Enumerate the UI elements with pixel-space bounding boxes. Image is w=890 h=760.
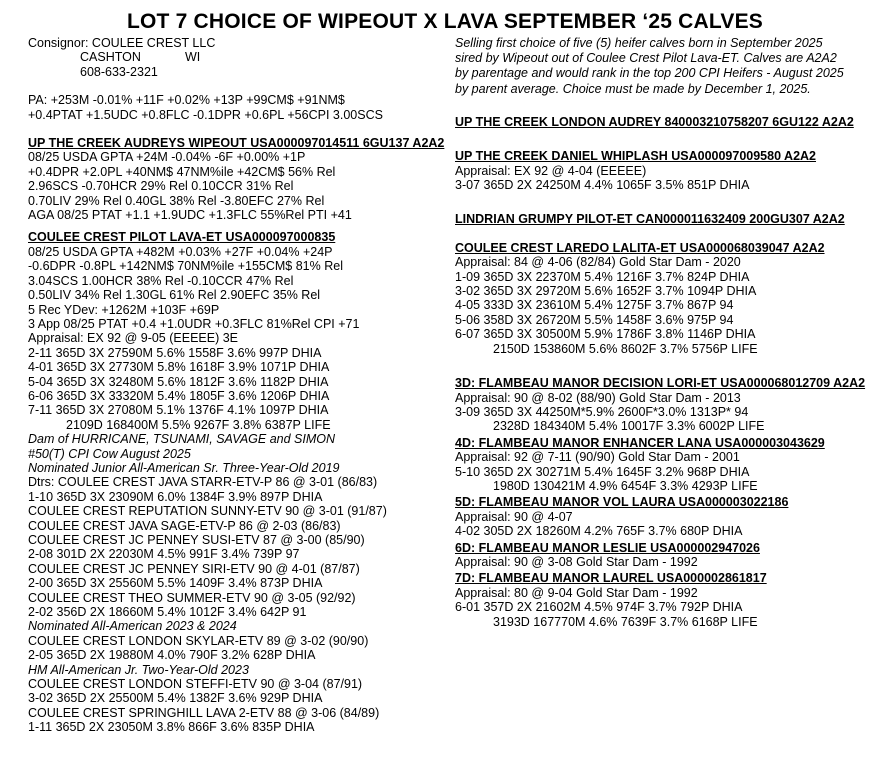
description-line: by parent average. Choice must be made by December 1, 2025. xyxy=(455,81,811,96)
consignor-city: CASHTON xyxy=(80,50,141,65)
pedigree-line: Appraisal: 84 @ 4-06 (82/84) Gold Star Dam - 2020 xyxy=(455,255,741,270)
pedigree-line: 5-10 365D 2X 30271M 5.4% 1645F 3.2% 968P DHIA xyxy=(455,464,750,479)
pedigree-header: 6D: FLAMBEAU MANOR LESLIE USA000002947026 xyxy=(455,540,760,555)
pedigree-header: 3D: FLAMBEAU MANOR DECISION LORI-ET USA000068012709 A2A2 xyxy=(455,376,866,391)
pedigree-life: 2328D 184340M 5.4% 10017F 3.3% 6002P LIFE xyxy=(493,419,765,434)
note-line: #50(T) CPI Cow August 2025 xyxy=(28,446,191,461)
dam-line: 3 App 08/25 PTAT +0.4 +1.0UDR +0.3FLC 81%Rel CPI +71 xyxy=(28,316,360,331)
pa-line: +0.4PTAT +1.5UDC +0.8FLC -0.1DPR +0.6PL +56CPI 3.00SCS xyxy=(28,107,383,122)
left-column xyxy=(28,36,448,735)
right-column xyxy=(455,36,880,631)
sire-header: UP THE CREEK AUDREYS WIPEOUT USA000097014511 6GU137 A2A2 xyxy=(28,136,445,151)
dam-line: 7-11 365D 3X 27080M 5.1% 1376F 4.1% 1097P DHIA xyxy=(28,403,329,418)
daughter-line: 2-08 301D 2X 22030M 4.5% 991F 3.4% 739P 97 xyxy=(28,547,300,562)
pedigree-line: 5-06 358D 3X 26720M 5.5% 1458F 3.6% 975P 94 xyxy=(455,312,734,327)
consignor: Consignor: COULEE CREST LLC xyxy=(28,36,216,50)
sire-line: 08/25 USDA GPTA +24M -0.04% -6F +0.00% +1P xyxy=(28,150,306,165)
lot-title: LOT 7 CHOICE OF WIPEOUT X LAVA SEPTEMBER ‘25 CALVES xyxy=(127,10,763,33)
pedigree-line: Appraisal: EX 92 @ 4-04 (EEEEE) xyxy=(455,163,647,178)
consignor-state: WI xyxy=(185,50,201,65)
dam-lines xyxy=(28,245,448,418)
description-line: by parentage and would rank in the top 200 CPI Heifers - August 2025 xyxy=(455,66,844,81)
dam-line: 3.04SCS 1.00HCR 38% Rel -0.10CCR 47% Rel xyxy=(28,273,294,288)
pedigree-header: LINDRIAN GRUMPY PILOT-ET CAN000011632409 200GU307 A2A2 xyxy=(455,212,845,227)
note-line: Nominated All-American 2023 & 2024 xyxy=(28,619,237,634)
pedigree-line: 3-09 365D 3X 44250M*5.9% 2600F*3.0% 1313P* 94 xyxy=(455,404,749,419)
pedigree-line: Appraisal: 90 @ 8-02 (88/90) Gold Star Dam - 2013 xyxy=(455,390,741,405)
daughter-line: COULEE CREST REPUTATION SUNNY-ETV 90 @ 3-01 (91/87) xyxy=(28,504,387,519)
daughter-line: COULEE CREST LONDON STEFFI-ETV 90 @ 3-04 (87/91) xyxy=(28,677,363,692)
pedigree-life: 2150D 153860M 5.6% 8602F 3.7% 5756P LIFE xyxy=(493,341,758,356)
pedigree-line: Appraisal: 92 @ 7-11 (90/90) Gold Star Dam - 2001 xyxy=(455,450,740,465)
pedigree-header: UP THE CREEK LONDON AUDREY 840003210758207 6GU122 A2A2 xyxy=(455,114,854,129)
daughter-line: COULEE CREST JC PENNEY SUSI-ETV 87 @ 3-00 (85/90) xyxy=(28,533,365,547)
pedigree-header: 7D: FLAMBEAU MANOR LAUREL USA000002861817 xyxy=(455,571,767,586)
dam-line: 6-06 365D 3X 33320M 5.4% 1805F 3.6% 1206P DHIA xyxy=(28,388,330,403)
daughter-line: COULEE CREST JAVA SAGE-ETV-P 86 @ 2-03 (86/83) xyxy=(28,518,341,533)
pedigree-header: COULEE CREST LAREDO LALITA-ET USA000068039047 A2A2 xyxy=(455,240,825,255)
dam-life: 2109D 168400M 5.5% 9267F 3.8% 6387P LIFE xyxy=(66,417,331,432)
description-line: sired by Wipeout out of Coulee Crest Pilot Lava-ET. Calves are A2A2 xyxy=(455,51,837,66)
sire-line: +0.4DPR +2.0PL +40NM$ 47NM%ile +42CM$ 56% Rel xyxy=(28,164,336,179)
daughter-line: 1-10 365D 3X 23090M 6.0% 1384F 3.9% 897P DHIA xyxy=(28,489,323,504)
pedigree-line: Appraisal: 80 @ 9-04 Gold Star Dam - 1992 xyxy=(455,585,698,600)
daughter-line: 2-02 356D 2X 18660M 5.4% 1012F 3.4% 642P 91 xyxy=(28,605,307,620)
daughter-line: COULEE CREST SPRINGHILL LAVA 2-ETV 88 @ 3-06 (84/89) xyxy=(28,705,380,720)
dam-line: 2-11 365D 3X 27590M 5.6% 1558F 3.6% 997P DHIA xyxy=(28,345,322,360)
dam-line: 5-04 365D 3X 32480M 5.6% 1812F 3.6% 1182P DHIA xyxy=(28,374,329,389)
pa-line: PA: +253M -0.01% +11F +0.02% +13P +99CM$ +91NM$ xyxy=(28,93,345,108)
dam-line: -0.6DPR -0.8PL +142NM$ 70NM%ile +155CM$ 81% Rel xyxy=(28,259,343,274)
pedigree-life: 1980D 130421M 4.9% 6454F 3.3% 4293P LIFE xyxy=(493,478,758,493)
sire-line: 2.96SCS -0.70HCR 29% Rel 0.10CCR 31% Rel xyxy=(28,179,294,194)
daughter-line: 3-02 365D 2X 25500M 5.4% 1382F 3.6% 929P DHIA xyxy=(28,691,323,706)
pedigree-list xyxy=(455,115,880,631)
daughter-line: Dtrs: COULEE CREST JAVA STARR-ETV-P 86 @ 3-01 (86/83) xyxy=(28,475,378,490)
description-line: Selling first choice of five (5) heifer calves born in September 2025 xyxy=(455,36,823,50)
daughter-line: COULEE CREST LONDON SKYLAR-ETV 89 @ 3-02 (90/90) xyxy=(28,633,369,648)
dam-line: 5 Rec YDev: +1262M +103F +69P xyxy=(28,302,220,317)
note-line: HM All-American Jr. Two-Year-Old 2023 xyxy=(28,662,249,677)
pedigree-line: 6-01 357D 2X 21602M 4.5% 974F 3.7% 792P DHIA xyxy=(455,600,743,615)
pedigree-header: UP THE CREEK DANIEL WHIPLASH USA000097009580 A2A2 xyxy=(455,149,817,164)
pedigree-line: 1-09 365D 3X 22370M 5.4% 1216F 3.7% 824P DHIA xyxy=(455,269,750,284)
dam-line: 4-01 365D 3X 27730M 5.8% 1618F 3.9% 1071P DHIA xyxy=(28,360,330,375)
pedigree-line: 6-07 365D 3X 30500M 5.9% 1786F 3.8% 1146P DHIA xyxy=(455,327,756,342)
dam-line: 08/25 USDA GPTA +482M +0.03% +27F +0.04% +24P xyxy=(28,244,333,259)
sire-line: 0.70LIV 29% Rel 0.40GL 38% Rel -3.80EFC 27% Rel xyxy=(28,193,325,208)
lot-description xyxy=(455,36,880,115)
pedigree-line: Appraisal: 90 @ 3-08 Gold Star Dam - 1992 xyxy=(455,554,698,569)
daughter-line: 1-11 365D 2X 23050M 3.8% 866F 3.6% 835P DHIA xyxy=(28,720,315,735)
pedigree-header: 4D: FLAMBEAU MANOR ENHANCER LANA USA000003043629 xyxy=(455,435,825,450)
note-line: Nominated Junior All-American Sr. Three-Year-Old 2019 xyxy=(28,460,340,475)
pedigree-line: Appraisal: 90 @ 4-07 xyxy=(455,509,573,524)
dam-header: COULEE CREST PILOT LAVA-ET USA000097000835 xyxy=(28,230,336,245)
consignor-city-state xyxy=(28,50,448,64)
dam-notes xyxy=(28,432,448,735)
dam-line: 0.50LIV 34% Rel 1.30GL 61% Rel 2.90EFC 35% Rel xyxy=(28,288,321,303)
pedigree-line: 3-07 365D 2X 24250M 4.4% 1065F 3.5% 851P DHIA xyxy=(455,178,750,193)
pedigree-line: 4-02 305D 2X 18260M 4.2% 765F 3.7% 680P DHIA xyxy=(455,524,743,539)
pedigree-life: 3193D 167770M 4.6% 7639F 3.7% 6168P LIFE xyxy=(493,614,758,629)
dam-line: Appraisal: EX 92 @ 9-05 (EEEEE) 3E xyxy=(28,331,239,346)
pedigree-header: 5D: FLAMBEAU MANOR VOL LAURA USA000003022186 xyxy=(455,495,789,510)
consignor-phone: 608-633-2321 xyxy=(80,64,158,79)
note-line: Dam of HURRICANE, TSUNAMI, SAVAGE and SIMON xyxy=(28,432,336,447)
sire-line: AGA 08/25 PTAT +1.1 +1.9UDC +1.3FLC 55%Rel PTI +41 xyxy=(28,208,352,223)
daughter-line: COULEE CREST JC PENNEY SIRI-ETV 90 @ 4-01 (87/87) xyxy=(28,561,360,576)
daughter-line: COULEE CREST THEO SUMMER-ETV 90 @ 3-05 (92/92) xyxy=(28,590,356,605)
pedigree-line: 3-02 365D 3X 29720M 5.6% 1652F 3.7% 1094P DHIA xyxy=(455,284,757,299)
pedigree-line: 4-05 333D 3X 23610M 5.4% 1275F 3.7% 867P 94 xyxy=(455,298,734,313)
daughter-line: 2-00 365D 3X 25560M 5.5% 1409F 3.4% 873P DHIA xyxy=(28,576,323,591)
daughter-line: 2-05 365D 2X 19880M 4.0% 790F 3.2% 628P DHIA xyxy=(28,648,316,663)
